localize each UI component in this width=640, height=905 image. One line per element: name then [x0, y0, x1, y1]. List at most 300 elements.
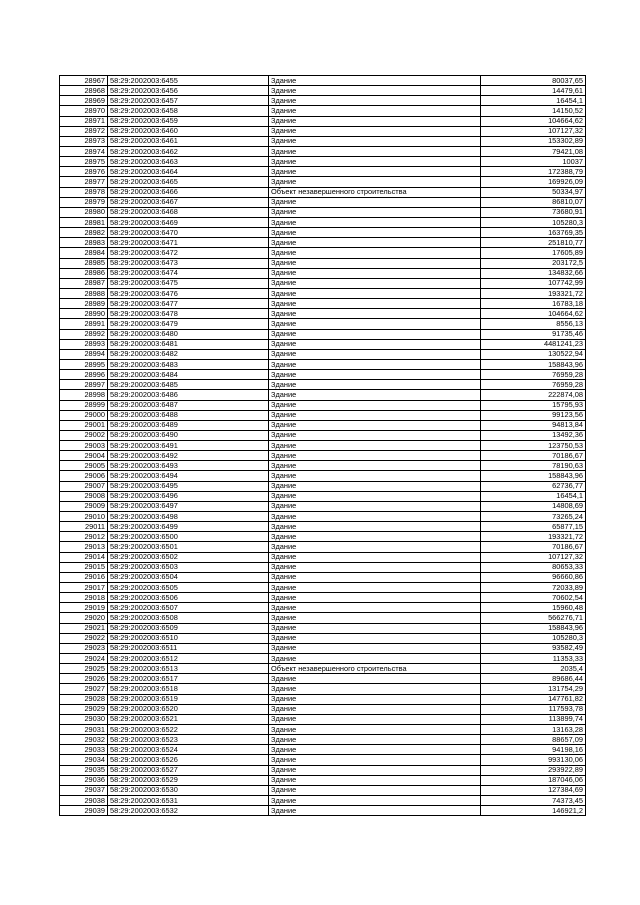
row-number-cell: 28998 — [60, 390, 108, 400]
object-type-cell: Здание — [269, 390, 481, 400]
cadastral-number-cell: 58:29:2002003:6480 — [108, 329, 269, 339]
table-row — [60, 157, 586, 167]
object-type-cell: Здание — [269, 248, 481, 258]
table-row — [60, 309, 586, 319]
table-row — [60, 522, 586, 532]
object-type-cell: Здание — [269, 745, 481, 755]
cadastral-number-cell: 58:29:2002003:6474 — [108, 268, 269, 278]
value-cell: 127384,69 — [481, 785, 586, 795]
object-type-cell: Здание — [269, 613, 481, 623]
table-row — [60, 238, 586, 248]
cadastral-number-cell: 58:29:2002003:6459 — [108, 116, 269, 126]
value-cell: 104664,62 — [481, 116, 586, 126]
value-cell: 70602,54 — [481, 593, 586, 603]
row-number-cell: 29009 — [60, 501, 108, 511]
cadastral-number-cell: 58:29:2002003:6529 — [108, 775, 269, 785]
cadastral-number-cell: 58:29:2002003:6457 — [108, 96, 269, 106]
object-type-cell: Здание — [269, 238, 481, 248]
cadastral-number-cell: 58:29:2002003:6456 — [108, 86, 269, 96]
object-type-cell: Здание — [269, 633, 481, 643]
table-row — [60, 785, 586, 795]
value-cell: 73265,24 — [481, 512, 586, 522]
object-type-cell: Объект незавершенного строительства — [269, 664, 481, 674]
table-row — [60, 86, 586, 96]
table-row — [60, 725, 586, 735]
value-cell: 16454,1 — [481, 96, 586, 106]
row-number-cell: 29032 — [60, 735, 108, 745]
table-row — [60, 694, 586, 704]
cadastral-number-cell: 58:29:2002003:6508 — [108, 613, 269, 623]
row-number-cell: 29011 — [60, 522, 108, 532]
row-number-cell: 29002 — [60, 430, 108, 440]
row-number-cell: 29018 — [60, 593, 108, 603]
cadastral-number-cell: 58:29:2002003:6496 — [108, 491, 269, 501]
value-cell: 117593,78 — [481, 704, 586, 714]
object-type-cell: Здание — [269, 562, 481, 572]
row-number-cell: 28973 — [60, 136, 108, 146]
cadastral-number-cell: 58:29:2002003:6460 — [108, 126, 269, 136]
cadastral-number-cell: 58:29:2002003:6462 — [108, 146, 269, 156]
cadastral-number-cell: 58:29:2002003:6524 — [108, 745, 269, 755]
value-cell: 146921,2 — [481, 806, 586, 816]
table-row — [60, 268, 586, 278]
row-number-cell: 29031 — [60, 725, 108, 735]
row-number-cell: 28994 — [60, 349, 108, 359]
object-type-cell: Здание — [269, 532, 481, 542]
value-cell: 50334,97 — [481, 187, 586, 197]
cadastral-number-cell: 58:29:2002003:6481 — [108, 339, 269, 349]
row-number-cell: 28991 — [60, 319, 108, 329]
value-cell: 91735,46 — [481, 329, 586, 339]
table-row — [60, 136, 586, 146]
cadastral-number-cell: 58:29:2002003:6470 — [108, 228, 269, 238]
row-number-cell: 28992 — [60, 329, 108, 339]
table-row — [60, 420, 586, 430]
cadastral-number-cell: 58:29:2002003:6532 — [108, 806, 269, 816]
value-cell: 88657,09 — [481, 735, 586, 745]
table-row — [60, 745, 586, 755]
object-type-cell: Здание — [269, 258, 481, 268]
cadastral-number-cell: 58:29:2002003:6494 — [108, 471, 269, 481]
table-row — [60, 481, 586, 491]
row-number-cell: 28986 — [60, 268, 108, 278]
object-type-cell: Здание — [269, 785, 481, 795]
table-row — [60, 684, 586, 694]
object-type-cell: Здание — [269, 694, 481, 704]
row-number-cell: 29014 — [60, 552, 108, 562]
cadastral-number-cell: 58:29:2002003:6464 — [108, 167, 269, 177]
cadastral-number-cell: 58:29:2002003:6502 — [108, 552, 269, 562]
value-cell: 203172,5 — [481, 258, 586, 268]
cadastral-number-cell: 58:29:2002003:6472 — [108, 248, 269, 258]
value-cell: 105280,3 — [481, 217, 586, 227]
value-cell: 86810,07 — [481, 197, 586, 207]
value-cell: 10037 — [481, 157, 586, 167]
table-row — [60, 572, 586, 582]
object-type-cell: Здание — [269, 309, 481, 319]
cadastral-number-cell: 58:29:2002003:6505 — [108, 583, 269, 593]
object-type-cell: Здание — [269, 501, 481, 511]
table-row — [60, 248, 586, 258]
value-cell: 14150,52 — [481, 106, 586, 116]
value-cell: 566276,71 — [481, 613, 586, 623]
row-number-cell: 28979 — [60, 197, 108, 207]
table-row — [60, 278, 586, 288]
value-cell: 14808,69 — [481, 501, 586, 511]
object-type-cell: Здание — [269, 197, 481, 207]
table-row — [60, 491, 586, 501]
table-row — [60, 714, 586, 724]
row-number-cell: 28985 — [60, 258, 108, 268]
cadastral-number-cell: 58:29:2002003:6531 — [108, 795, 269, 805]
cadastral-number-cell: 58:29:2002003:6498 — [108, 512, 269, 522]
table-row — [60, 512, 586, 522]
object-type-cell: Здание — [269, 106, 481, 116]
table-row — [60, 167, 586, 177]
row-number-cell: 29026 — [60, 674, 108, 684]
cadastral-number-cell: 58:29:2002003:6493 — [108, 461, 269, 471]
object-type-cell: Здание — [269, 755, 481, 765]
table-row — [60, 542, 586, 552]
row-number-cell: 29039 — [60, 806, 108, 816]
object-type-cell: Здание — [269, 86, 481, 96]
cadastral-number-cell: 58:29:2002003:6475 — [108, 278, 269, 288]
row-number-cell: 29001 — [60, 420, 108, 430]
row-number-cell: 28989 — [60, 299, 108, 309]
table-row — [60, 430, 586, 440]
cadastral-number-cell: 58:29:2002003:6512 — [108, 654, 269, 664]
row-number-cell: 29036 — [60, 775, 108, 785]
object-type-cell: Здание — [269, 278, 481, 288]
table-row — [60, 461, 586, 471]
object-type-cell: Здание — [269, 441, 481, 451]
value-cell: 76959,28 — [481, 380, 586, 390]
object-type-cell: Объект незавершенного строительства — [269, 187, 481, 197]
row-number-cell: 28970 — [60, 106, 108, 116]
table-row — [60, 552, 586, 562]
object-type-cell: Здание — [269, 430, 481, 440]
row-number-cell: 29024 — [60, 654, 108, 664]
value-cell: 147761,82 — [481, 694, 586, 704]
cadastral-number-cell: 58:29:2002003:6466 — [108, 187, 269, 197]
table-row — [60, 96, 586, 106]
row-number-cell: 28993 — [60, 339, 108, 349]
cadastral-number-cell: 58:29:2002003:6521 — [108, 714, 269, 724]
table-row — [60, 562, 586, 572]
object-type-cell: Здание — [269, 714, 481, 724]
row-number-cell: 28977 — [60, 177, 108, 187]
row-number-cell: 28996 — [60, 370, 108, 380]
cadastral-number-cell: 58:29:2002003:6469 — [108, 217, 269, 227]
table-row — [60, 339, 586, 349]
row-number-cell: 28987 — [60, 278, 108, 288]
table-row — [60, 329, 586, 339]
row-number-cell: 29004 — [60, 451, 108, 461]
value-cell: 222874,08 — [481, 390, 586, 400]
table-row — [60, 207, 586, 217]
row-number-cell: 28967 — [60, 76, 108, 86]
table-row — [60, 400, 586, 410]
object-type-cell: Здание — [269, 572, 481, 582]
value-cell: 13163,28 — [481, 725, 586, 735]
cadastral-number-cell: 58:29:2002003:6499 — [108, 522, 269, 532]
value-cell: 107742,99 — [481, 278, 586, 288]
table-row — [60, 532, 586, 542]
cadastral-number-cell: 58:29:2002003:6463 — [108, 157, 269, 167]
table-row — [60, 319, 586, 329]
object-type-cell: Здание — [269, 461, 481, 471]
object-type-cell: Здание — [269, 76, 481, 86]
cadastral-number-cell: 58:29:2002003:6458 — [108, 106, 269, 116]
table-row — [60, 451, 586, 461]
row-number-cell: 29005 — [60, 461, 108, 471]
object-type-cell: Здание — [269, 603, 481, 613]
row-number-cell: 29013 — [60, 542, 108, 552]
value-cell: 251810,77 — [481, 238, 586, 248]
object-type-cell: Здание — [269, 96, 481, 106]
row-number-cell: 29030 — [60, 714, 108, 724]
row-number-cell: 29016 — [60, 572, 108, 582]
value-cell: 11353,33 — [481, 654, 586, 664]
cadastral-number-cell: 58:29:2002003:6490 — [108, 430, 269, 440]
object-type-cell: Здание — [269, 512, 481, 522]
value-cell: 4481241,23 — [481, 339, 586, 349]
object-type-cell: Здание — [269, 329, 481, 339]
cadastral-number-cell: 58:29:2002003:6479 — [108, 319, 269, 329]
cadastral-number-cell: 58:29:2002003:6471 — [108, 238, 269, 248]
row-number-cell: 29037 — [60, 785, 108, 795]
object-type-cell: Здание — [269, 167, 481, 177]
object-type-cell: Здание — [269, 136, 481, 146]
object-type-cell: Здание — [269, 623, 481, 633]
object-type-cell: Здание — [269, 217, 481, 227]
value-cell: 293922,89 — [481, 765, 586, 775]
table-row — [60, 126, 586, 136]
value-cell: 158843,96 — [481, 623, 586, 633]
cadastral-number-cell: 58:29:2002003:6519 — [108, 694, 269, 704]
object-type-cell: Здание — [269, 126, 481, 136]
table-row — [60, 349, 586, 359]
cadastral-number-cell: 58:29:2002003:6527 — [108, 765, 269, 775]
value-cell: 187046,06 — [481, 775, 586, 785]
object-type-cell: Здание — [269, 359, 481, 369]
cadastral-number-cell: 58:29:2002003:6518 — [108, 684, 269, 694]
object-type-cell: Здание — [269, 654, 481, 664]
object-type-cell: Здание — [269, 542, 481, 552]
object-type-cell: Здание — [269, 177, 481, 187]
table-row — [60, 603, 586, 613]
value-cell: 169926,09 — [481, 177, 586, 187]
table-row — [60, 177, 586, 187]
cadastral-number-cell: 58:29:2002003:6504 — [108, 572, 269, 582]
cadastral-number-cell: 58:29:2002003:6510 — [108, 633, 269, 643]
row-number-cell: 29012 — [60, 532, 108, 542]
object-type-cell: Здание — [269, 400, 481, 410]
cadastral-number-cell: 58:29:2002003:6511 — [108, 643, 269, 653]
cadastral-number-cell: 58:29:2002003:6507 — [108, 603, 269, 613]
cadastral-number-cell: 58:29:2002003:6491 — [108, 441, 269, 451]
value-cell: 78190,63 — [481, 461, 586, 471]
cadastral-number-cell: 58:29:2002003:6492 — [108, 451, 269, 461]
row-number-cell: 29021 — [60, 623, 108, 633]
table-row — [60, 654, 586, 664]
object-type-cell: Здание — [269, 228, 481, 238]
row-number-cell: 28976 — [60, 167, 108, 177]
object-type-cell: Здание — [269, 268, 481, 278]
cadastral-number-cell: 58:29:2002003:6522 — [108, 725, 269, 735]
object-type-cell: Здание — [269, 471, 481, 481]
value-cell: 131754,29 — [481, 684, 586, 694]
value-cell: 107127,32 — [481, 126, 586, 136]
row-number-cell: 29028 — [60, 694, 108, 704]
table-row — [60, 643, 586, 653]
cadastral-number-cell: 58:29:2002003:6467 — [108, 197, 269, 207]
row-number-cell: 28969 — [60, 96, 108, 106]
row-number-cell: 28975 — [60, 157, 108, 167]
object-type-cell: Здание — [269, 349, 481, 359]
value-cell: 17605,89 — [481, 248, 586, 258]
value-cell: 2035,4 — [481, 664, 586, 674]
cadastral-number-cell: 58:29:2002003:6478 — [108, 309, 269, 319]
row-number-cell: 29033 — [60, 745, 108, 755]
cadastral-number-cell: 58:29:2002003:6483 — [108, 359, 269, 369]
cadastral-number-cell: 58:29:2002003:6484 — [108, 370, 269, 380]
value-cell: 93582,49 — [481, 643, 586, 653]
value-cell: 113899,74 — [481, 714, 586, 724]
table-row — [60, 410, 586, 420]
value-cell: 70186,67 — [481, 542, 586, 552]
row-number-cell: 28971 — [60, 116, 108, 126]
row-number-cell: 29010 — [60, 512, 108, 522]
table-row — [60, 359, 586, 369]
row-number-cell: 29017 — [60, 583, 108, 593]
object-type-cell: Здание — [269, 765, 481, 775]
object-type-cell: Здание — [269, 288, 481, 298]
object-type-cell: Здание — [269, 299, 481, 309]
object-type-cell: Здание — [269, 674, 481, 684]
row-number-cell: 29007 — [60, 481, 108, 491]
object-type-cell: Здание — [269, 146, 481, 156]
value-cell: 94198,16 — [481, 745, 586, 755]
object-type-cell: Здание — [269, 370, 481, 380]
value-cell: 99123,56 — [481, 410, 586, 420]
row-number-cell: 29038 — [60, 795, 108, 805]
cadastral-number-cell: 58:29:2002003:6523 — [108, 735, 269, 745]
registry-table — [59, 75, 586, 816]
value-cell: 163769,35 — [481, 228, 586, 238]
cadastral-number-cell: 58:29:2002003:6517 — [108, 674, 269, 684]
row-number-cell: 29019 — [60, 603, 108, 613]
table-row — [60, 106, 586, 116]
document-page — [59, 75, 585, 816]
row-number-cell: 28999 — [60, 400, 108, 410]
table-row — [60, 501, 586, 511]
row-number-cell: 29000 — [60, 410, 108, 420]
row-number-cell: 28968 — [60, 86, 108, 96]
value-cell: 14479,61 — [481, 86, 586, 96]
cadastral-number-cell: 58:29:2002003:6477 — [108, 299, 269, 309]
row-number-cell: 28990 — [60, 309, 108, 319]
table-row — [60, 390, 586, 400]
value-cell: 80037,65 — [481, 76, 586, 86]
table-row — [60, 441, 586, 451]
cadastral-number-cell: 58:29:2002003:6476 — [108, 288, 269, 298]
cadastral-number-cell: 58:29:2002003:6501 — [108, 542, 269, 552]
value-cell: 62736,77 — [481, 481, 586, 491]
object-type-cell: Здание — [269, 481, 481, 491]
row-number-cell: 29023 — [60, 643, 108, 653]
value-cell: 193321,72 — [481, 288, 586, 298]
cadastral-number-cell: 58:29:2002003:6489 — [108, 420, 269, 430]
cadastral-number-cell: 58:29:2002003:6497 — [108, 501, 269, 511]
table-row — [60, 258, 586, 268]
cadastral-number-cell: 58:29:2002003:6500 — [108, 532, 269, 542]
cadastral-number-cell: 58:29:2002003:6495 — [108, 481, 269, 491]
table-row — [60, 795, 586, 805]
table-row — [60, 775, 586, 785]
row-number-cell: 28972 — [60, 126, 108, 136]
object-type-cell: Здание — [269, 593, 481, 603]
cadastral-number-cell: 58:29:2002003:6461 — [108, 136, 269, 146]
table-row — [60, 806, 586, 816]
row-number-cell: 29022 — [60, 633, 108, 643]
table-row — [60, 633, 586, 643]
row-number-cell: 28997 — [60, 380, 108, 390]
cadastral-number-cell: 58:29:2002003:6488 — [108, 410, 269, 420]
table-row — [60, 299, 586, 309]
object-type-cell: Здание — [269, 643, 481, 653]
table-row — [60, 664, 586, 674]
value-cell: 15795,93 — [481, 400, 586, 410]
cadastral-number-cell: 58:29:2002003:6506 — [108, 593, 269, 603]
table-row — [60, 76, 586, 86]
value-cell: 158843,96 — [481, 471, 586, 481]
object-type-cell: Здание — [269, 583, 481, 593]
row-number-cell: 29008 — [60, 491, 108, 501]
row-number-cell: 28995 — [60, 359, 108, 369]
registry-table-body — [60, 76, 586, 816]
row-number-cell: 29003 — [60, 441, 108, 451]
table-row — [60, 471, 586, 481]
value-cell: 193321,72 — [481, 532, 586, 542]
row-number-cell: 29034 — [60, 755, 108, 765]
value-cell: 94813,84 — [481, 420, 586, 430]
object-type-cell: Здание — [269, 410, 481, 420]
table-row — [60, 735, 586, 745]
table-row — [60, 116, 586, 126]
object-type-cell: Здание — [269, 319, 481, 329]
row-number-cell: 29027 — [60, 684, 108, 694]
value-cell: 89686,44 — [481, 674, 586, 684]
row-number-cell: 28981 — [60, 217, 108, 227]
cadastral-number-cell: 58:29:2002003:6530 — [108, 785, 269, 795]
row-number-cell: 28978 — [60, 187, 108, 197]
table-row — [60, 765, 586, 775]
table-row — [60, 187, 586, 197]
row-number-cell: 28984 — [60, 248, 108, 258]
value-cell: 105280,3 — [481, 633, 586, 643]
value-cell: 123750,53 — [481, 441, 586, 451]
table-row — [60, 288, 586, 298]
row-number-cell: 29015 — [60, 562, 108, 572]
object-type-cell: Здание — [269, 380, 481, 390]
cadastral-number-cell: 58:29:2002003:6486 — [108, 390, 269, 400]
object-type-cell: Здание — [269, 207, 481, 217]
row-number-cell: 28980 — [60, 207, 108, 217]
value-cell: 73680,91 — [481, 207, 586, 217]
value-cell: 74373,45 — [481, 795, 586, 805]
table-row — [60, 228, 586, 238]
